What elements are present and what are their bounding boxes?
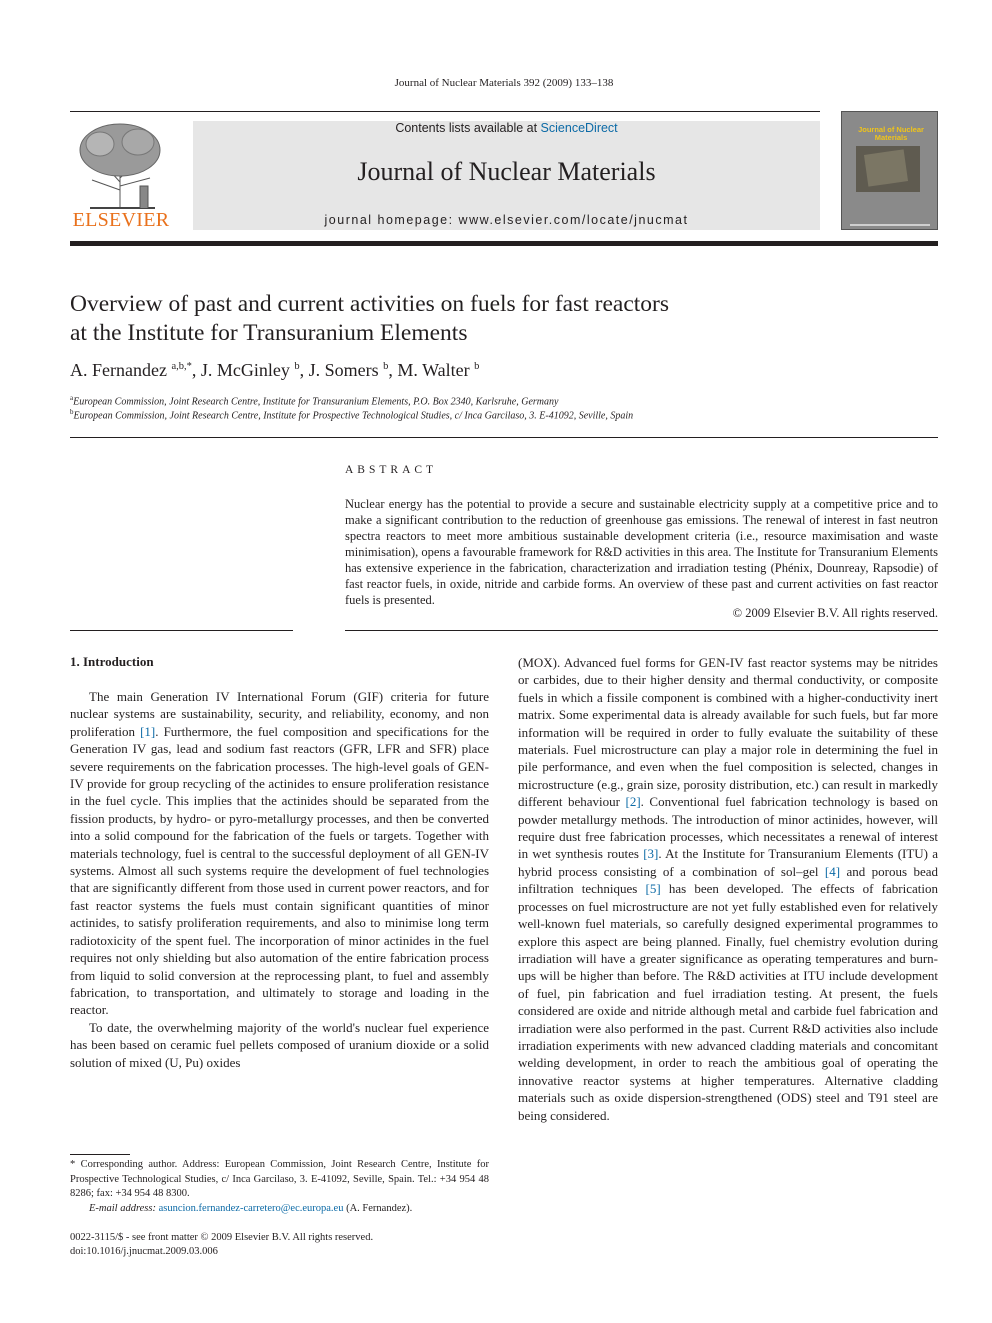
author-affil-mark: a,b,* xyxy=(171,361,192,372)
citation-link[interactable]: [2] xyxy=(625,794,641,810)
affiliation-text: European Commission, Joint Research Centre, Institute for Transuranium Elements, P.O. Box 2340, Karlsruhe, Germany xyxy=(73,396,559,408)
footnote-star: * xyxy=(70,1159,76,1170)
footnote-corresponding xyxy=(70,1158,489,1202)
paragraph xyxy=(518,654,938,1124)
elsevier-logo[interactable] xyxy=(70,120,172,232)
journal-name: Journal of Nuclear Materials xyxy=(357,157,656,186)
email-link[interactable]: asuncion.fernandez-carretero@ec.europa.eu xyxy=(158,1202,344,1214)
journal-masthead xyxy=(193,121,820,230)
body-left-column xyxy=(70,688,489,1071)
text-run: has been developed. The effects of fabrication processes on fuel microstructure are not yet fully established even for relatively well-known fuel materials, so carefully designed experimental programmes to explore this aspect are being planned. Finally, fuel chemistry evolution during irradiation will have a greater significance as operating temperatures and burn-ups will be higher than before. The R&D activities at ITU include development of fuel, pin fabrication and fuel irradiation testing. At present, the fuels considered are oxide and nitride although metal and carbide fuel fabrication and irradiation were also performed in the past. Current R&D activities also include irradiation experiments with new advanced cladding materials and concomitant welding development, in order to reach the ambitious goal of operating the innovative reactor systems at higher temperatures. Alternative cladding materials such as oxide dispersion-strengthened (ODS) steel and T91 steel are being considered. xyxy=(518,881,938,1123)
author-name[interactable]: J. McGinley xyxy=(200,360,290,380)
citation-link[interactable]: [4] xyxy=(824,863,841,879)
email-suffix: (A. Fernandez). xyxy=(343,1202,413,1214)
footnote-email-line xyxy=(70,1202,489,1217)
abstract-bottom-rule xyxy=(345,630,938,631)
footer-issn xyxy=(70,1231,373,1259)
header-rule xyxy=(70,111,820,112)
text-run: (MOX). Advanced fuel forms for GEN-IV fast reactor systems may be nitrides or carbides, due to their higher density and thermal conductivity, or composite fuels in which a fissile component is combined with a higher-conductivity inert matrix. Some experimental data is already available for such fuels, but far more information will be required in order to fully evaluate the suitability of these materials. Fuel microstructure can play a major role in determining the fuel in pile performance, and even when the fuel composition is selected, changes in microstructure (e.g., grain size, porosity distribution, etc.) can result in markedly different behaviour xyxy=(518,655,938,810)
abstract-copyright: © 2009 Elsevier B.V. All rights reserved. xyxy=(732,606,938,620)
contents-line xyxy=(193,121,820,135)
journal-citation: Journal of Nuclear Materials 392 (2009) 133–138 xyxy=(394,77,614,89)
footnote-text: Corresponding author. Address: European Commission, Joint Research Centre, Institute for Prospective Technological Studies, c/ Inca Garcilaso, 3. E-41092, Seville, Spain. Tel.: +34 954 48 8286; fax: +34 954 48 8300. xyxy=(70,1159,489,1199)
author-name[interactable]: J. Somers xyxy=(308,360,379,380)
abstract-heading: ABSTRACT xyxy=(345,464,438,476)
doi-line[interactable]: doi:10.1016/j.jnucmat.2009.03.006 xyxy=(70,1246,218,1257)
article-title: Overview of past and current activities on fuels for fast reactors at the Institute for Transuranium Elements xyxy=(70,291,670,346)
affiliation-b xyxy=(70,408,633,421)
issn-line: 0022-3115/$ - see front matter © 2009 Elsevier B.V. All rights reserved. xyxy=(70,1232,374,1243)
text-run: . Furthermore, the fuel composition and specifications for the Generation IV gas, lead and sodium fast reactors (GFR, LFR and SFR) place severe requirements on the fabrication processes. The high-level goals of GEN-IV provide for group recycling of the actinides to ensure proliferation resistance in the fuel cycle. This implies that the actinides should be separated from the fission products, by hydro- or pyro-metallurgy processes, and then be converted into a solid compound for the fabrication of the fuels or targets. Together with materials technology, fuel is central to the successful deployment of all GEN-IV systems. Almost all such systems require the development of fuel technologies that are significantly different from those used in current power reactors, and for fast reactor systems the fuels must contain significant quantities of minor actinides, to satisfy proliferation requirements, and also to minimise long term radiotoxicity of the spent fuel. The incorporation of minor actinides in the fuel requires not only shielding but also automation of the entire fabrication process from liquid to solid conversion at the reprocessing plant, to fuel and assembly fabrication, to transportation, and ultimately to storage and loading in the reactor. xyxy=(70,723,489,1018)
cover-title: Journal of Nuclear Materials xyxy=(858,125,924,142)
affiliation-rule xyxy=(70,437,938,438)
author-name[interactable]: A. Fernandez xyxy=(70,360,167,380)
cover-image-detail xyxy=(864,149,908,186)
text-run: . At the Institute for Transuranium Elements (ITU) a hybrid process consisting of a combination of sol–gel xyxy=(518,846,938,879)
author-affil-mark: b xyxy=(474,361,480,372)
elsevier-wordmark: ELSEVIER xyxy=(72,209,170,231)
body-right-column xyxy=(518,654,938,1124)
email-label: E-mail address: xyxy=(89,1202,156,1214)
affiliation-mark: a xyxy=(70,394,74,402)
affiliation-text: European Commission, Joint Research Centre, Institute for Prospective Technological Studies, c/ Inca Garcilaso, 3. E-41092, Seville, Spain xyxy=(73,410,634,422)
journal-homepage[interactable]: journal homepage: www.elsevier.com/locate/jnucmat xyxy=(324,213,689,227)
paragraph xyxy=(70,688,489,1019)
text-run: . Conventional fuel fabrication technology is based on powder metallurgy methods. The introduction of minor actinides, however, will require dust free fabrication processes, which necessitates a renewal of interest in wet synthesis routes xyxy=(518,794,938,862)
left-column-rule xyxy=(70,630,293,631)
citation-link[interactable]: [3] xyxy=(643,846,659,862)
citation-link[interactable]: [5] xyxy=(645,881,661,897)
sciencedirect-link[interactable]: ScienceDirect xyxy=(540,121,618,135)
abstract-text: Nuclear energy has the potential to provide a secure and sustainable electricity supply at a competitive price and to make a significant contribution to the reduction of greenhouse gas emissions. The renewal of interest in fast neutron spectra reactors to meet more ambitious sustainable development criteria (i.e., resource maximisation and waste minimisation), opens a favourable framework for R&D activities in this area. The Institute for Transuranium Elements has extensive experience in the fabrication, characterization and irradiation testing (Phénix, Dounreay, Rapsodie) of fast reactor fuels, in oxide, nitride and carbide forms. An overview of these past and current activities on fast reactor fuels is presented. xyxy=(345,497,938,607)
section-heading: 1. Introduction xyxy=(70,654,154,669)
cover-footer-bar xyxy=(850,224,930,226)
footnote-rule xyxy=(70,1154,130,1155)
journal-cover-thumbnail[interactable] xyxy=(841,111,938,230)
elsevier-tree-icon xyxy=(70,120,172,212)
author-affil-mark: b xyxy=(383,361,389,372)
author-name[interactable]: M. Walter xyxy=(397,360,470,380)
author-affil-mark: b xyxy=(294,361,300,372)
masthead-thick-rule xyxy=(70,241,938,246)
author-list: A. Fernandez $^{a,b,*}$, J. McGinley $^b$, J. Somers $^b$, M. Walter $^b$ xyxy=(70,360,480,380)
affiliation-a xyxy=(70,394,558,407)
text-run: and porous bead infiltration techniques xyxy=(518,863,939,897)
corresponding-author-footnote xyxy=(70,1158,489,1216)
contents-prefix: Contents lists available at xyxy=(395,121,541,135)
paragraph: To date, the overwhelming majority of the world's nuclear fuel experience has been based on ceramic fuel pellets composed of uranium dioxide or a solid solution of mixed (U, Pu) oxides xyxy=(70,1019,489,1070)
affiliation-mark: b xyxy=(70,408,74,416)
text-run: The main Generation IV International Forum (GIF) criteria for future nuclear systems are sustainability, security, and reliability, economy, and non proliferation xyxy=(70,689,489,739)
citation-link[interactable]: [1] xyxy=(140,723,156,739)
